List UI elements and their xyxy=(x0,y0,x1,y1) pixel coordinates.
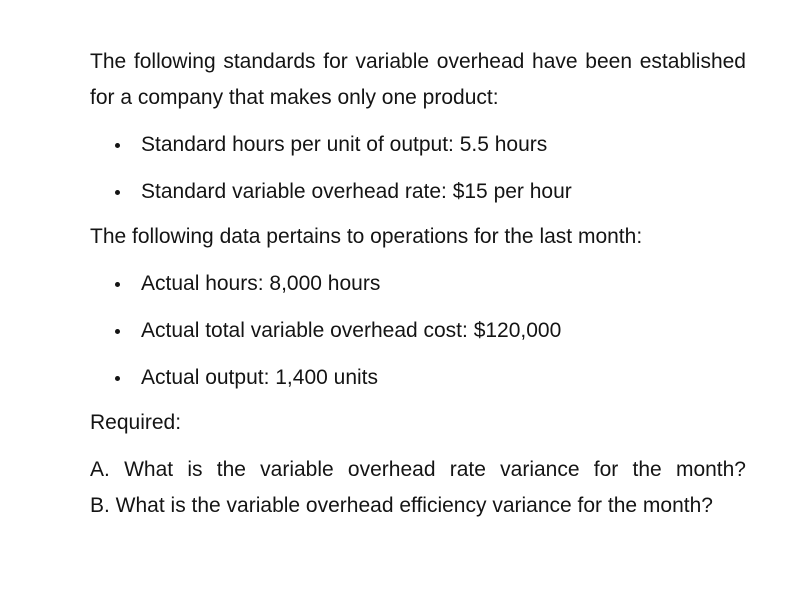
standard-hours-item: Standard hours per unit of output: 5.5 hours xyxy=(141,133,548,156)
questions-paragraph xyxy=(90,452,746,524)
document-body xyxy=(90,44,746,524)
bullet-icon xyxy=(115,190,120,195)
list-item xyxy=(90,313,746,349)
list-item xyxy=(90,174,746,210)
actual-hours-item: Actual hours: 8,000 hours xyxy=(141,272,381,295)
bullet-icon xyxy=(115,143,120,148)
question-b: B. What is the variable overhead efficiency variance for the month? xyxy=(90,494,713,517)
standards-list xyxy=(90,127,746,210)
actual-output-item: Actual output: 1,400 units xyxy=(141,366,378,389)
list-item xyxy=(90,127,746,163)
bullet-icon xyxy=(115,376,120,381)
list-item xyxy=(90,266,746,302)
actuals-list xyxy=(90,266,746,396)
question-a: A. What is the variable overhead rate variance for the month? xyxy=(90,458,746,481)
required-heading: Required: xyxy=(90,411,182,434)
bullet-icon xyxy=(115,329,120,334)
standard-rate-item: Standard variable overhead rate: $15 per hour xyxy=(141,180,572,203)
list-item xyxy=(90,360,746,396)
bullet-icon xyxy=(115,282,120,287)
actual-cost-item: Actual total variable overhead cost: $120,000 xyxy=(141,319,562,342)
data-intro-paragraph: The following data pertains to operations for the last month: xyxy=(90,225,643,248)
intro-paragraph: The following standards for variable overhead have been established for a company that makes only one product: xyxy=(90,50,746,109)
